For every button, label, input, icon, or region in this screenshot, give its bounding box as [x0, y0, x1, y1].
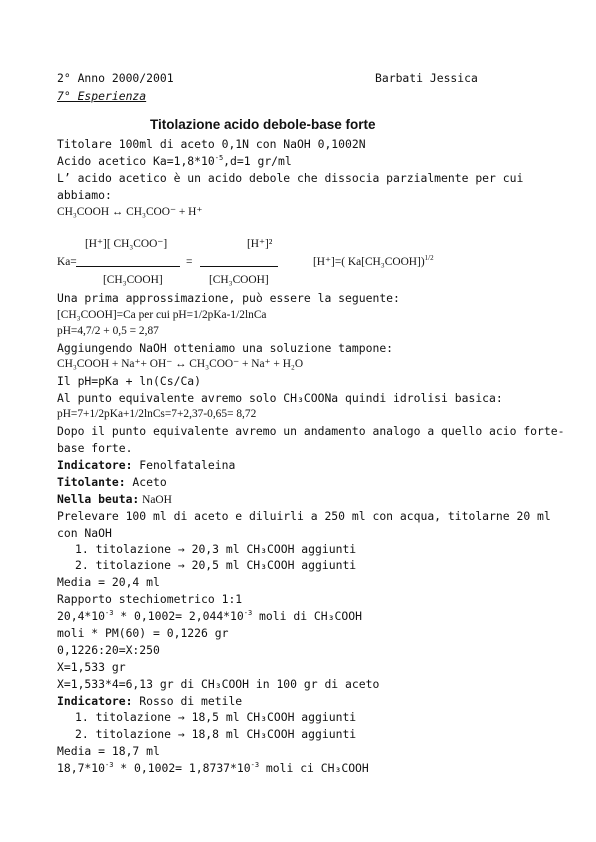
document-title: Titolazione acido debole-base forte [150, 117, 376, 132]
text-line: base forte. [57, 441, 133, 455]
titrant-line: Titolante: Aceto [57, 475, 167, 489]
text-line: Il pH=pKa + ln(Cs/Ca) [57, 374, 202, 388]
text-line: $20,4*10^{-3} * 0,1002= 2,044*10^{-3}$ moli di CH₃COOH [57, 609, 362, 623]
text-line: Media = 20,4 ml [57, 575, 160, 589]
fraction-bar [200, 266, 278, 267]
list-item: 2. titolazione → 18,8 ml CH₃COOH aggiunti [75, 727, 357, 741]
text-line: X=1,533*4=6,13 gr di CH₃COOH in 100 gr di aceto [57, 677, 380, 691]
text-line: Media = 18,7 ml [57, 744, 160, 758]
fraction-denominator: [CH₃COOH] [103, 274, 163, 286]
text-line: con NaOH [57, 526, 112, 540]
ka-label: Ka= [57, 256, 77, 268]
fraction-numerator: [H⁺]² [247, 238, 273, 250]
text-line: X=1,533 gr [57, 660, 126, 674]
text-line: moli * PM(60) = 0,1226 gr [57, 626, 229, 640]
h-concentration-formula: [H⁺]=( Ka[CH₃COOH])$^{1/2}$ [313, 254, 434, 268]
fraction-bar [76, 266, 180, 267]
list-item: 2. titolazione → 20,5 ml CH₃COOH aggiunti [75, 558, 357, 572]
text-line: Dopo il punto equivalente avremo un andamento analogo a quello acio forte- [57, 424, 565, 438]
text-line: pH=7+1/2pKa+1/2lnCs=7+2,37-0,65= 8,72 [57, 408, 257, 420]
text-line: Prelevare 100 ml di aceto e diluirli a 250 ml con acqua, titolarne 20 ml [57, 509, 551, 523]
text-line: Titolare 100ml di aceto 0,1N con NaOH 0,1002N [57, 137, 366, 151]
author-name: Barbati Jessica [375, 71, 478, 85]
text-line: abbiamo: [57, 188, 112, 202]
text-line: L’ acido acetico è un acido debole che dissocia parzialmente per cui [57, 171, 524, 185]
list-item: 1. titolazione → 20,3 ml CH₃COOH aggiunti [75, 542, 357, 556]
experience-label: 7° Esperienza [57, 89, 147, 103]
text-line: Acido acetico $Ka=1,8*10^{-5},d=1$ gr/ml [57, 154, 292, 168]
flask-line: Nella beuta: NaOH [57, 492, 172, 506]
text-line: Una prima approssimazione, può essere la seguente: [57, 291, 400, 305]
equation-buffer: CH₃COOH + Na⁺+ OH⁻ ↔ CH₃COO⁻ + Na⁺ + H₂O [57, 358, 304, 370]
text-line: $18,7*10^{-3} * 0,1002= 1,8737*10^{-3}$ moli ci CH₃COOH [57, 761, 369, 775]
text-line: Aggiungendo NaOH otteniamo una soluzione tampone: [57, 341, 394, 355]
text-line: Al punto equivalente avremo solo CH₃COONa quindi idrolisi basica: [57, 391, 503, 405]
equals-sign: = [186, 256, 193, 268]
indicator-line: Indicatore: Fenolfataleina [57, 458, 236, 472]
text-line: Rapporto stechiometrico 1:1 [57, 592, 243, 606]
course-year: 2° Anno 2000/2001 [57, 71, 174, 85]
equation-dissociation: CH₃COOH ↔ CH₃COO⁻ + H⁺ [57, 206, 203, 218]
text-line: [CH₃COOH]=Ca per cui pH=1/2pKa-1/2lnCa [57, 309, 267, 321]
indicator-line: Indicatore: Rosso di metile [57, 694, 243, 708]
fraction-denominator: [CH₃COOH] [209, 274, 269, 286]
text-line: pH=4,7/2 + 0,5 = 2,87 [57, 325, 159, 337]
fraction-numerator: [H⁺][ CH₃COO⁻] [85, 238, 168, 250]
text-line: 0,1226:20=X:250 [57, 643, 160, 657]
list-item: 1. titolazione → 18,5 ml CH₃COOH aggiunti [75, 710, 357, 724]
